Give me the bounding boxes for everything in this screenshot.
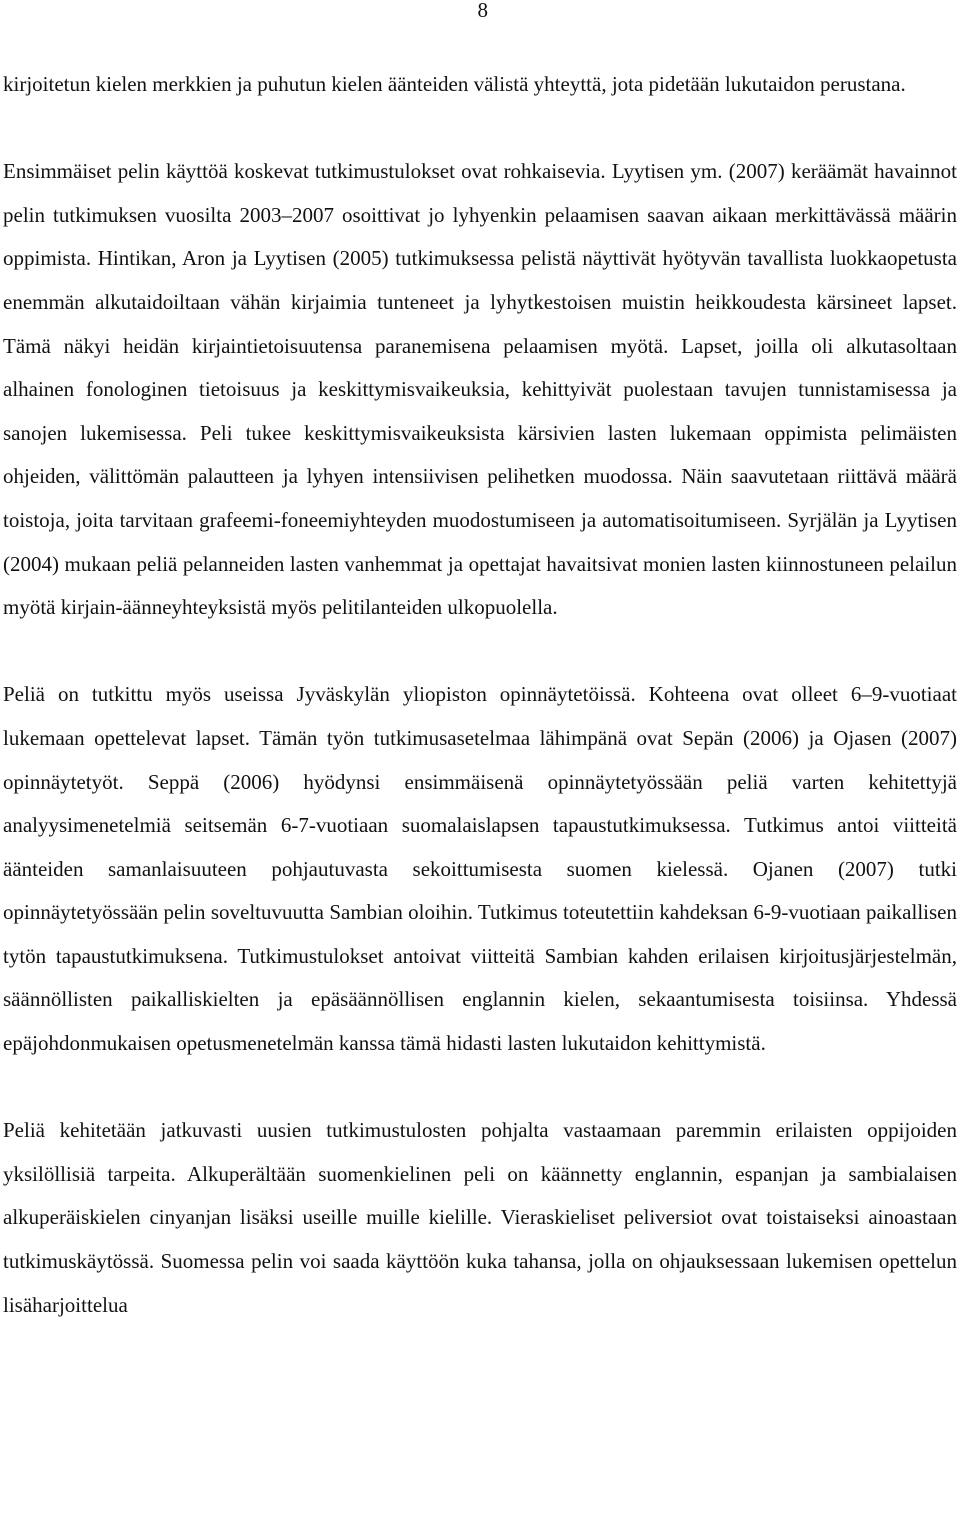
paragraph-2: Ensimmäiset pelin käyttöä koskevat tutkimustulokset ovat rohkaisevia. Lyytisen ym. (2007) keräämät havainnot pelin tutkimuksen vuosilta 2003–2007 osoittivat jo lyhyenkin pelaamisen saavan aikaan merkittävässä määrin oppimista. Hintikan, Aron ja Lyytisen (2005) tutkimuksessa pelistä näyttivät hyötyvän tavallista luokkaopetusta enemmän alkutaidoiltaan vähän kirjaimia tunteneet ja lyhytkestoisen muistin heikkoudesta kärsineet lapset. Tämä näkyi heidän kirjaintietoisuutensa paranemisena pelaamisen myötä. Lapset, joilla oli alkutasoltaan alhainen fonologinen tietoisuus ja keskittymisvaikeuksia, kehittyivät puolestaan tavujen tunnistamisessa ja sanojen lukemisessa. Peli tukee keskittymisvaikeuksista kärsivien lasten lukemaan oppimista pelimäisten ohjeiden, välittömän palautteen ja lyhyen intensiivisen pelihetken muodossa. Näin saavutetaan riittävä määrä toistoja, joita tarvitaan grafeemi-foneemiyhteyden muodostumiseen ja automatisoitumiseen. Syrjälän ja Lyytisen (2004) mukaan peliä pelanneiden lasten vanhemmat ja opettajat havaitsivat monien lasten kiinnostuneen pelailun myötä kirjain-äänneyhteyksistä myös pelitilanteiden ulkopuolella. (3, 159, 957, 620)
paragraph-4: Peliä kehitetään jatkuvasti uusien tutkimustulosten pohjalta vastaamaan paremmin erilaisten oppijoiden yksilöllisiä tarpeita. Alkuperältään suomenkielinen peli on käännetty englannin, espanjan ja sambialaisen alkuperäiskielen cinyanjan lisäksi useille muille kielille. Vieraskieliset peliversiot ovat toistaiseksi ainoastaan tutkimuskäytössä. Suomessa pelin voi saada käyttöön kuka tahansa, jolla on ohjauksessaan lukemisen opettelun lisäharjoittelua (3, 1118, 957, 1317)
paragraph-1: kirjoitetun kielen merkkien ja puhutun kielen äänteiden välistä yhteyttä, jota pidetään lukutaidon perustana. (3, 72, 906, 96)
paragraph-3: Peliä on tutkittu myös useissa Jyväskylän yliopiston opinnäytetöissä. Kohteena ovat olleet 6–9-vuotiaat lukemaan opettelevat lapset. Tämän työn tutkimusasetelmaa lähimpänä ovat Sepän (2006) ja Ojasen (2007) opinnäytetyöt. Seppä (2006) hyödynsi ensimmäisenä opinnäytetyössään peliä varten kehitettyjä analyysimenetelmiä seitsemän 6-7-vuotiaan suomalaislapsen tapaustutkimuksessa. Tutkimus antoi viitteitä äänteiden samanlaisuuteen pohjautuvasta sekoittumisesta suomen kielessä. Ojanen (2007) tutki opinnäytetyössään pelin soveltuvuutta Sambian oloihin. Tutkimus toteutettiin kahdeksan 6-9-vuotiaan paikallisen tytön tapaustutkimuksena. Tutkimustulokset antoivat viitteitä Sambian kahden erilaisen kirjoitusjärjestelmän, säännöllisten paikalliskielten ja epäsäännöllisen englannin kielen, sekaantumisesta toisiinsa. Yhdessä epäjohdonmukaisen opetusmenetelmän kanssa tämä hidasti lasten lukutaidon kehittymistä. (3, 682, 957, 1056)
page-number: 8 (477, 0, 488, 22)
document-body (3, 63, 957, 1327)
